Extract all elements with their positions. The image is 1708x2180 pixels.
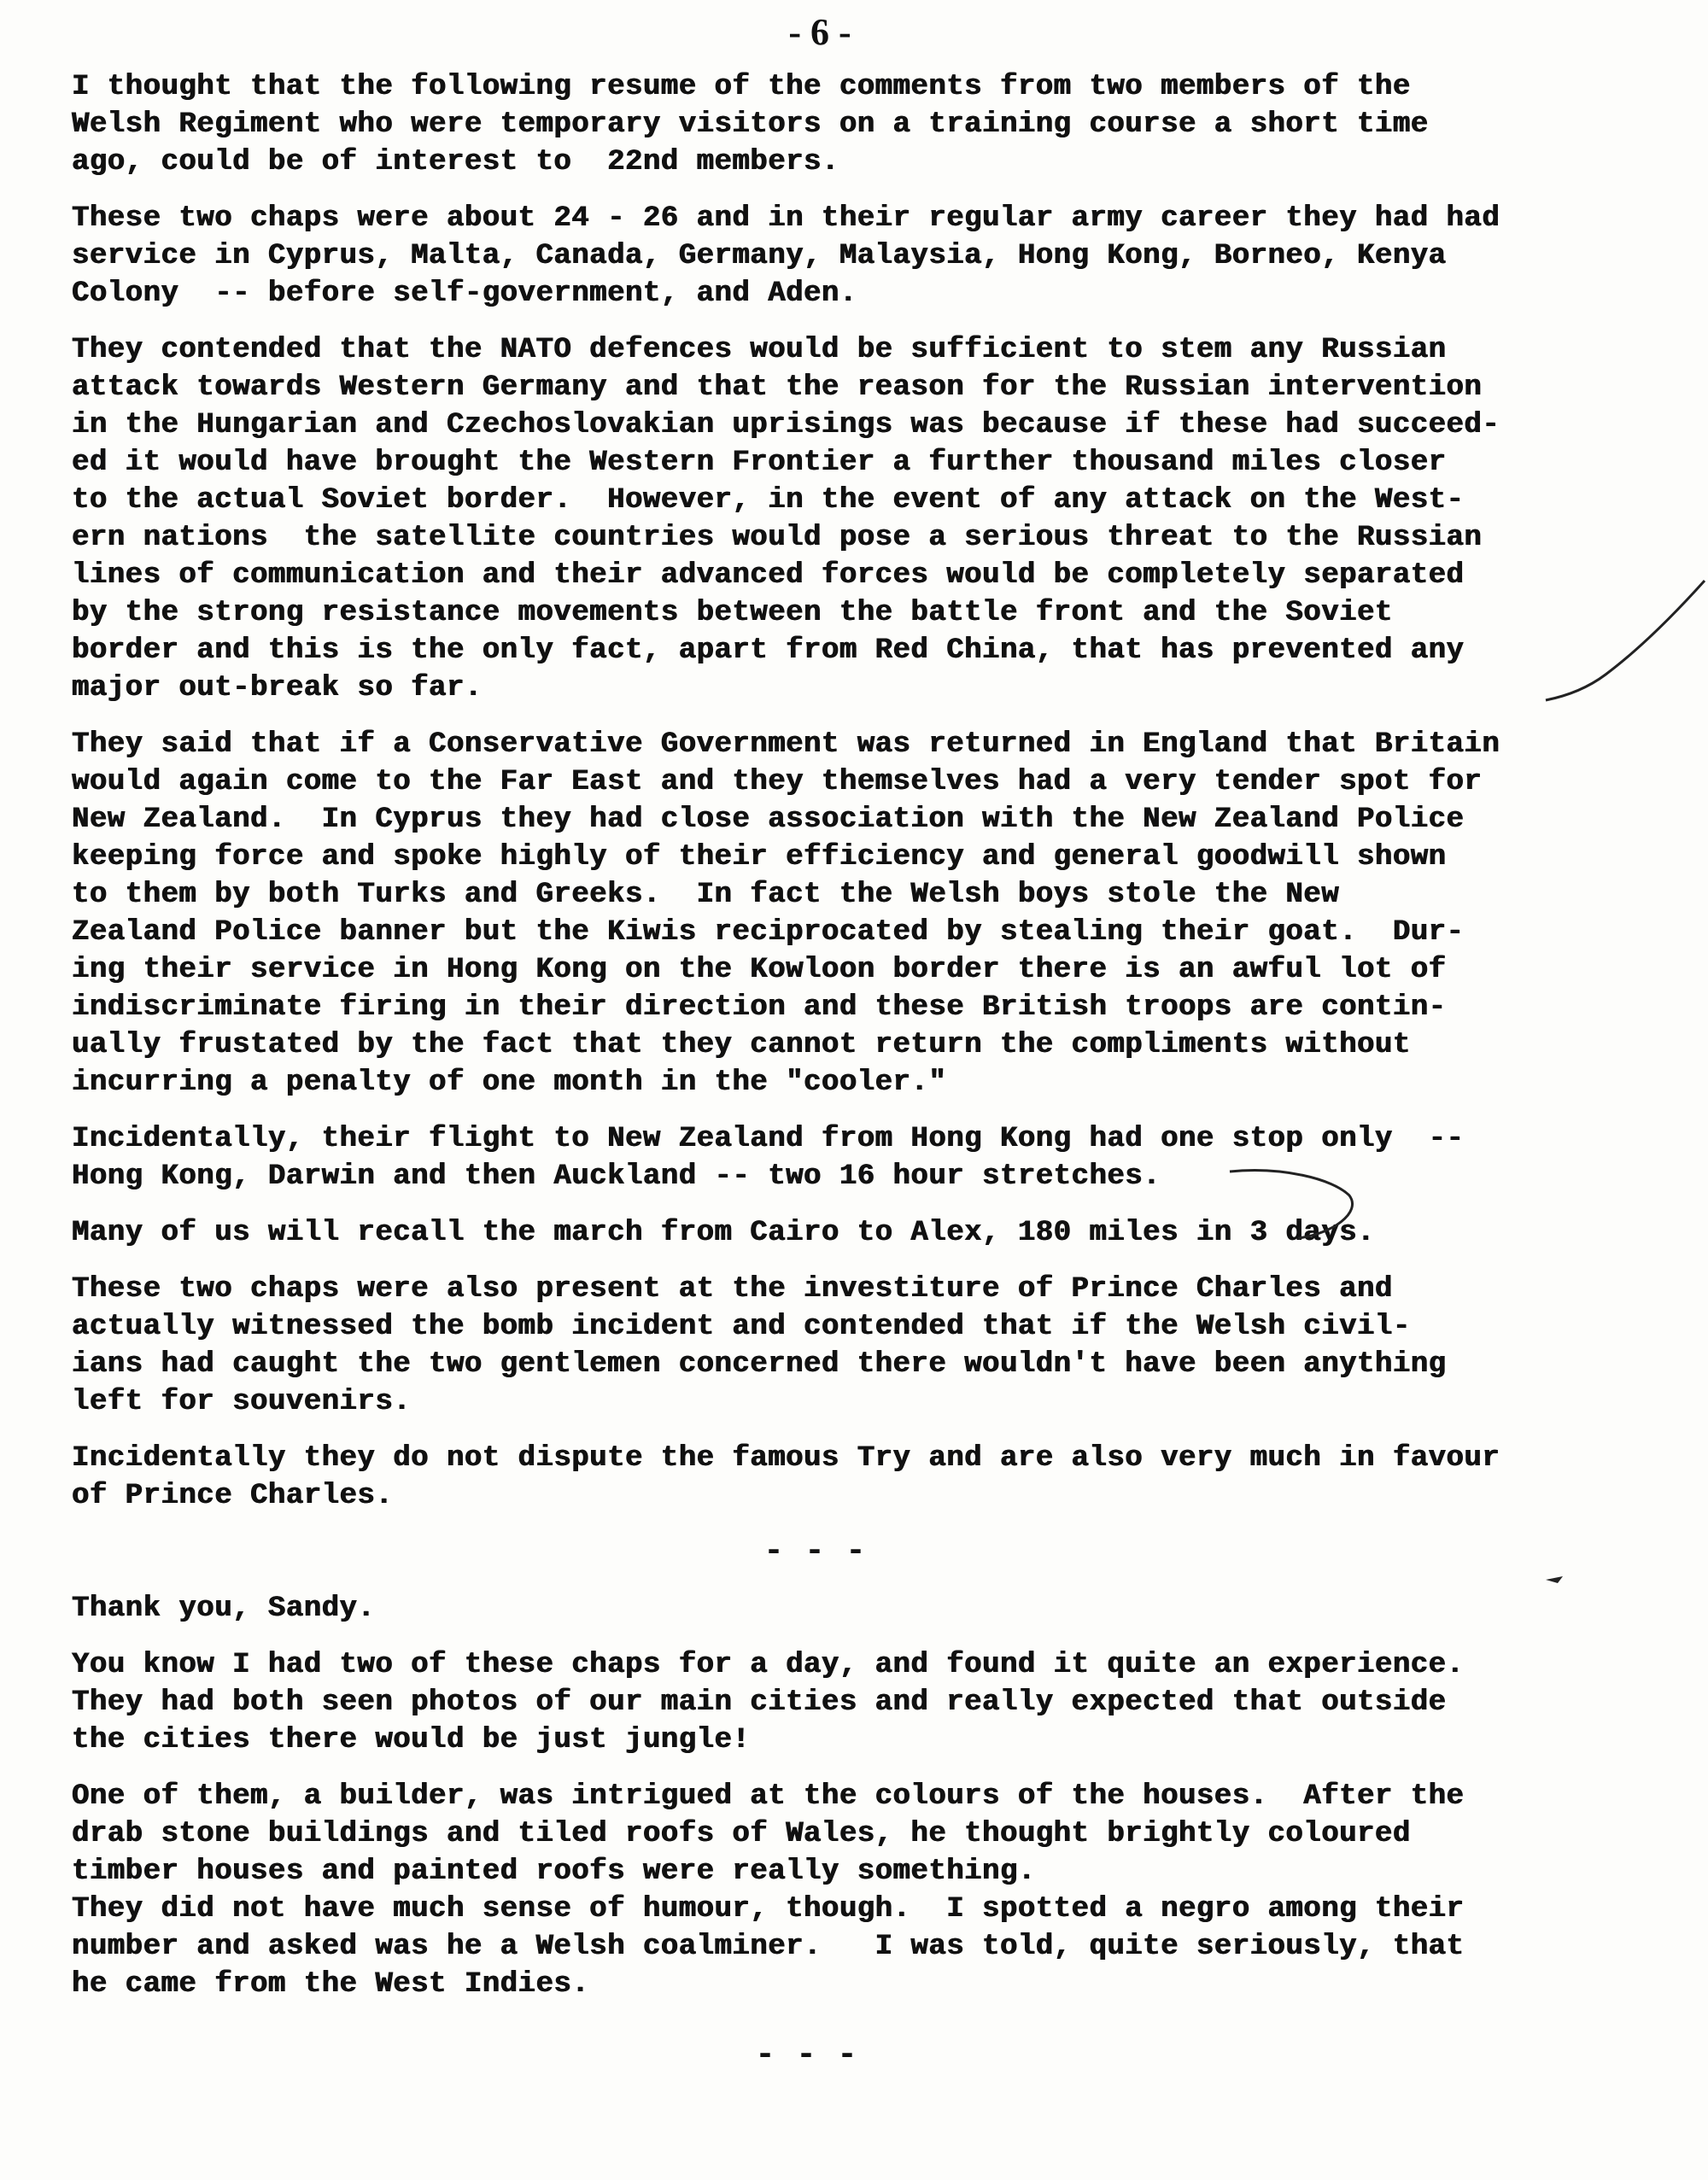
section-separator: - - - <box>763 1533 867 1571</box>
reply-greeting: Thank you, Sandy. <box>72 1593 376 1625</box>
body-text <box>72 68 1643 2094</box>
reply-paragraph-builder: One of them, a builder, was intrigued at the colours of the houses. After the drab stone buildings and tiled roofs of Wales, he thought brightly coloured timber houses and painted roofs were really something. <box>72 1780 1465 1888</box>
paragraph-try: Incidentally they do not dispute the famous Try and are also very much in favour of Prince Charles. <box>72 1442 1500 1512</box>
paragraph-service: These two chaps were about 24 - 26 and in their regular army career they had had service in Cyprus, Malta, Canada, Germany, Malaysia, Hong Kong, Borneo, Kenya Colony -- before self-government, and Aden. <box>72 202 1500 310</box>
reply-paragraph-humour: They did not have much sense of humour, though. I spotted a negro among their number and asked was he a Welsh coalminer. I was told, quite seriously, that he came from the West Indies. <box>72 1893 1465 2001</box>
paragraph-flight: Incidentally, their flight to New Zealand from Hong Kong had one stop only -- Hong Kong, Darwin and then Auckland -- two 16 hour stretches. <box>72 1123 1465 1193</box>
paragraph-intro: I thought that the following resume of the comments from two members of the Welsh Regiment who were temporary visitors on a training course a short time ago, could be of interest to 22nd members. <box>72 71 1429 178</box>
paragraph-nato: They contended that the NATO defences would be sufficient to stem any Russian attack towards Western Germany and that the reason for the Russian intervention in the Hungarian and Czechoslovakian uprisings was because if these had succeed- ed it would have brought the Western Frontier a further thousand miles closer to the actual Soviet border. However, in the event of any attack on the West- ern nations the satellite countries would pose a serious threat to the Russian lines of communication and their advanced forces would be completely separated by the strong resistance movements between the battle front and the Soviet border and this is the only fact, apart from Red China, that has prevented any major out-break so far. <box>72 334 1500 704</box>
reply-paragraph-visit: You know I had two of these chaps for a day, and found it quite an experience. They had both seen photos of our main cities and really expected that outside the cities there would be just jungle! <box>72 1649 1465 1756</box>
page-number: - 6 - <box>788 11 851 53</box>
paragraph-investiture: These two chaps were also present at the investiture of Prince Charles and actually witnessed the bomb incident and contended that if the Welsh civil- ians had caught the two gentlemen concerned there wouldn't have been anything left for souvenirs. <box>72 1273 1447 1418</box>
paragraph-march: Many of us will recall the march from Cairo to Alex, 180 miles in 3 days. <box>72 1217 1375 1249</box>
closing-separator: - - - <box>754 2037 858 2075</box>
paragraph-new-zealand: They said that if a Conservative Government was returned in England that Britain would again come to the Far East and they themselves had a very tender spot for New Zealand. In Cyprus they had close association with the New Zealand Police keeping force and spoke highly of their efficiency and general goodwill shown to them by both Turks and Greeks. In fact the Welsh boys stole the New Zealand Police banner but the Kiwis reciprocated by stealing their goat. Dur- ing their service in Hong Kong on the Kowloon border there is an awful lot of indiscriminate firing in their direction and these British troops are contin- ually frustated by the fact that they cannot return the compliments without incurring a penalty of one month in the "cooler." <box>72 728 1500 1099</box>
